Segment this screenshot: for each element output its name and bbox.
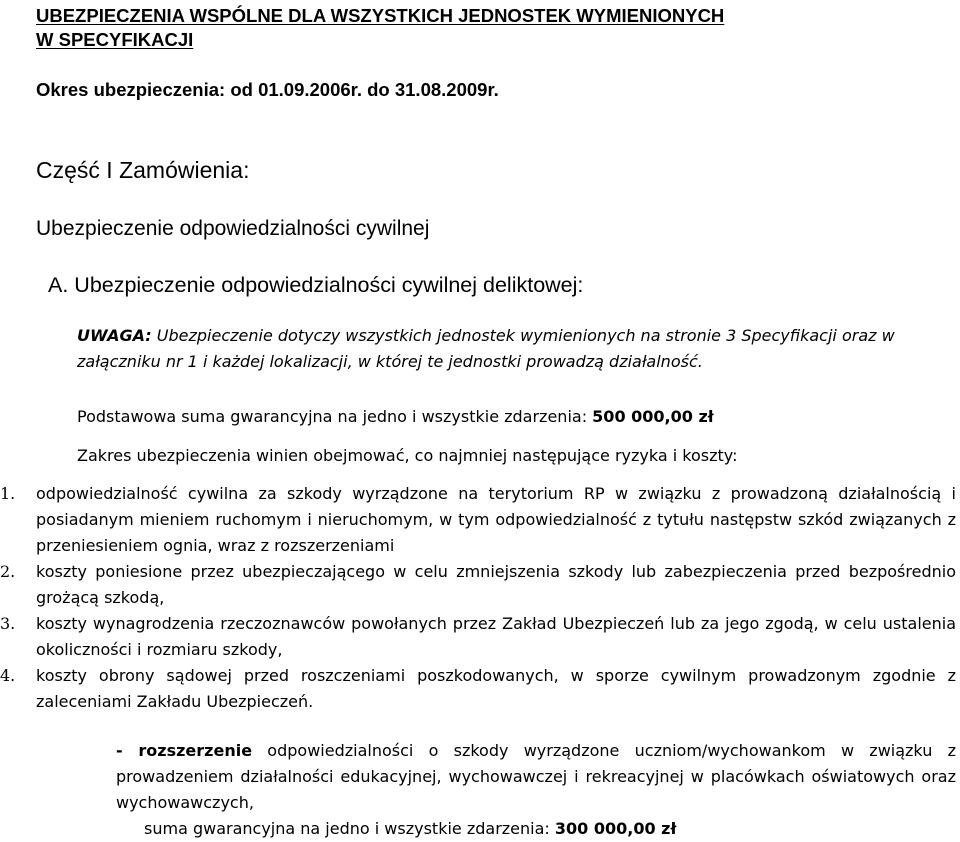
list-item (0, 559, 960, 611)
extension-label: - rozszerzenie (116, 741, 253, 760)
note-label: UWAGA: (77, 326, 152, 345)
subject-heading: Ubezpieczenie odpowiedzialności cywilnej (36, 217, 430, 240)
extension-sum-line (144, 816, 676, 842)
basic-sum-label: Podstawowa suma gwarancyjna na jedno i wszystkie zdarzenia: (77, 407, 593, 426)
risk-list (0, 481, 960, 715)
scope-line: Zakres ubezpieczenia winien obejmować, co najmniej następujące ryzyka i koszty: (77, 446, 738, 465)
insurance-period: Okres ubezpieczenia: od 01.09.2006r. do 31.08.2009r. (36, 79, 499, 100)
basic-sum-value: 500 000,00 zł (592, 407, 714, 426)
list-item-number: 2. (0, 562, 16, 581)
note-text: Ubezpieczenie dotyczy wszystkich jednostek wymienionych na stronie 3 Specyfikacji oraz w załączniku nr 1 i każdej lokalizacji, w której te jednostki prowadzą działalność. (77, 326, 895, 371)
part-heading: Część I Zamówienia: (36, 157, 250, 183)
title-line-1: UBEZPIECZENIA WSPÓLNE DLA WSZYSTKICH JEDNOSTEK WYMIENIONYCH (36, 5, 725, 26)
list-item-number: 4. (0, 666, 16, 685)
extension-sum-value: 300 000,00 zł (554, 819, 677, 838)
basic-sum-line (77, 404, 714, 430)
title-line-2: W SPECYFIKACJI (36, 29, 194, 50)
list-item-number: 1. (0, 484, 16, 503)
list-item (0, 663, 960, 715)
list-item-text: odpowiedzialność cywilna za szkody wyrządzone na terytorium RP w związku z prowadzoną działalnością i posiadanym mieniem ruchomym i nieruchomym, w tym odpowiedzialność z tytułu następstw szkód związanych z przeniesieniem ognia, wraz z rozszerzeniami (36, 484, 956, 555)
extension-text: odpowiedzialności o szkody wyrządzone uczniom/wychowankom w związku z prowadzeniem działalności edukacyjnej, wychowawczej i rekreacyjnej w placówkach oświatowych oraz wychowawczych, (116, 741, 957, 812)
list-item-text: koszty obrony sądowej przed roszczeniami poszkodowanych, w sporze cywilnym prowadzonym zgodnie z zaleceniami Zakładu Ubezpieczeń. (36, 666, 956, 711)
list-item-number: 3. (0, 614, 16, 633)
section-a-heading: A. Ubezpieczenie odpowiedzialności cywilnej deliktowej: (48, 273, 584, 297)
extension-paragraph (116, 738, 956, 816)
list-item (0, 611, 960, 663)
document-title (36, 4, 724, 52)
list-item (0, 481, 960, 559)
note-paragraph (77, 323, 957, 375)
list-item-text: koszty wynagrodzenia rzeczoznawców powołanych przez Zakład Ubezpieczeń lub za jego zgodą, w celu ustalenia okoliczności i rozmiaru szkody, (36, 614, 956, 659)
list-item-text: koszty poniesione przez ubezpieczającego w celu zmniejszenia szkody lub zabezpieczenia przed bezpośrednio grożącą szkodą, (36, 562, 956, 607)
extension-sum-label: suma gwarancyjna na jedno i wszystkie zdarzenia: (144, 819, 555, 838)
